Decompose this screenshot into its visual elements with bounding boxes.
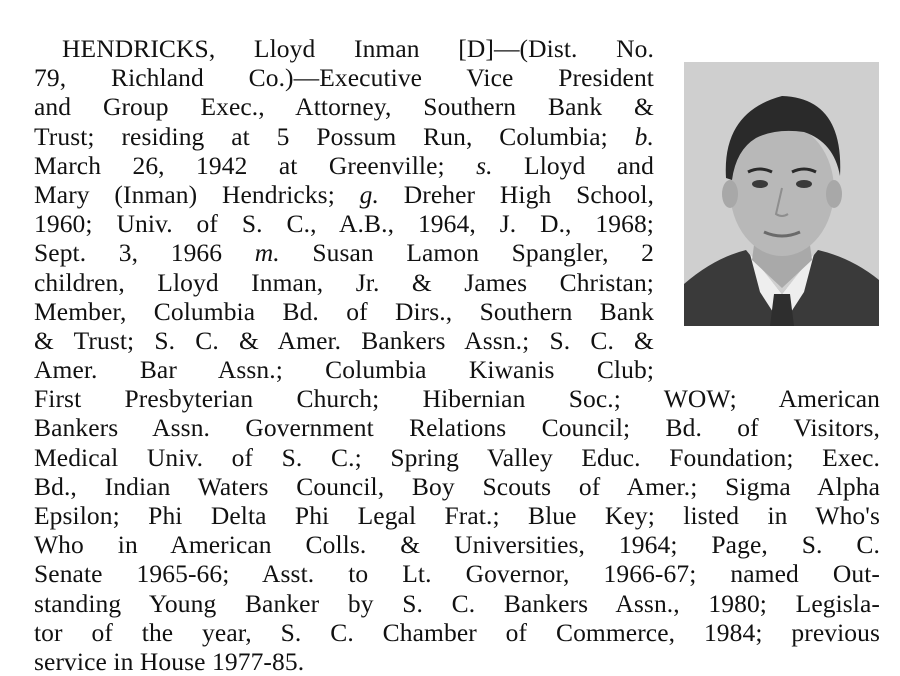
text-line-9: children, Lloyd Inman, Jr. & James Christan; [34,267,654,297]
text-line-8-main: Sept. 3, 1966 [34,238,223,268]
photo-eye-right [796,180,812,188]
text-line-15: Medical Univ. of S. C.; Spring Valley Educ. Foundation; Exec. [34,442,880,472]
text-line-6-after: Dreher High School, [403,179,654,209]
text-line-7: 1960; Univ. of S. C., A.B., 1964, J. D., 1968; [34,209,654,239]
photo-tie [770,294,794,326]
text-line-11: & Trust; S. C. & Amer. Bankers Assn.; S. C. & [34,325,654,355]
text-line-4-main: Trust; residing at 5 Possum Run, Columbia; [34,121,608,151]
text-line-1: HENDRICKS, Lloyd Inman [D]—(Dist. No. [62,34,654,63]
text-line-8-after: Susan Lamon Spangler, 2 [312,238,654,268]
text-line-4 [34,122,654,151]
text-line-13: First Presbyterian Church; Hibernian Soc.; WOW; American [34,384,880,414]
text-line-2: 79, Richland Co.)—Executive Vice President [34,63,654,93]
text-line-6-italic: g. [359,179,379,209]
text-line-6 [34,180,654,209]
text-line-5-main: March 26, 1942 at Greenville; [34,150,445,180]
text-line-14: Bankers Assn. Government Relations Council; Bd. of Visitors, [34,413,880,443]
text-line-5-italic: s. [476,150,493,180]
text-line-22: service in House 1977-85. [34,646,305,676]
text-line-12: Amer. Bar Assn.; Columbia Kiwanis Club; [34,355,654,385]
text-line-8-italic: m. [254,238,280,268]
text-line-8 [34,238,654,267]
photo-eye-left [752,180,768,188]
text-line-16: Bd., Indian Waters Council, Boy Scouts of Amer.; Sigma Alpha [34,471,880,501]
photo-ear-left [722,180,738,208]
text-line-17: Epsilon; Phi Delta Phi Legal Frat.; Blue Key; listed in Who's [34,501,880,530]
text-line-6-main: Mary (Inman) Hendricks; [34,179,335,209]
text-line-20: standing Young Banker by S. C. Bankers Assn., 1980; Legisla- [34,588,880,618]
text-line-5 [34,151,654,180]
text-line-5-after: Lloyd and [524,150,654,180]
text-line-3: and Group Exec., Attorney, Southern Bank & [34,92,654,122]
text-line-10: Member, Columbia Bd. of Dirs., Southern Bank [34,296,654,326]
text-line-19: Senate 1965-66; Asst. to Lt. Governor, 1966-67; named Out- [34,559,880,589]
portrait-photo-drawing [684,62,879,326]
portrait-photo [684,62,879,326]
photo-ear-right [826,180,842,208]
text-line-21: tor of the year, S. C. Chamber of Commerce, 1984; previous [34,617,880,647]
text-line-18: Who in American Colls. & Universities, 1964; Page, S. C. [34,530,880,560]
text-line-4-italic: b. [634,121,654,151]
